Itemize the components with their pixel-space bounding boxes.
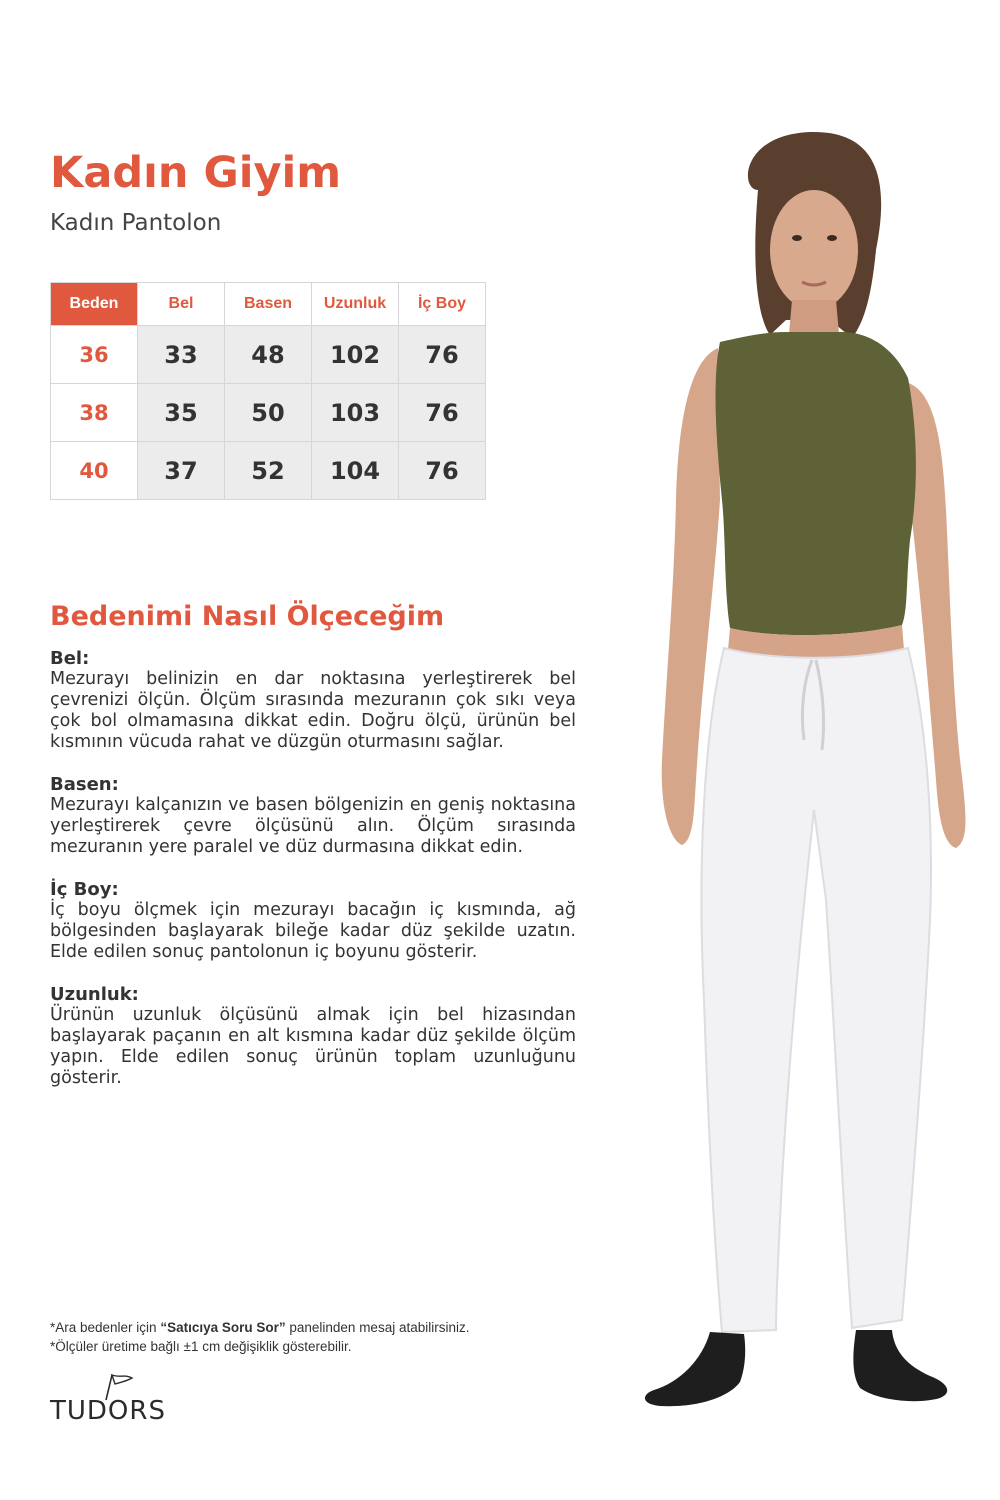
table-row <box>51 384 486 442</box>
table-row <box>51 326 486 384</box>
guide-heading: İç Boy: <box>50 879 119 900</box>
footnote-tolerance: *Ölçüler üretime bağlı ±1 cm değişiklik gösterebilir. <box>50 1339 352 1354</box>
column-header-ic-boy: İç Boy <box>399 283 486 326</box>
basen-cell: 48 <box>225 326 312 384</box>
footnotes <box>50 1318 469 1356</box>
ic-boy-cell: 76 <box>399 442 486 500</box>
ic-boy-cell: 76 <box>399 326 486 384</box>
basen-cell: 52 <box>225 442 312 500</box>
guide-text: Mezurayı kalçanızın ve basen bölgenizin en geniş noktasına yerleştirerek çevre ölçüsünü alın. Ölçüm sırasında mezuranın yere paralel ve düz durmasına dikkat edin. <box>50 795 576 857</box>
footnote-bold-link-text: “Satıcıya Soru Sor” <box>160 1320 286 1335</box>
white-pants <box>701 648 931 1332</box>
footnote-text: *Ara bedenler için <box>50 1320 161 1335</box>
footnote-ara-beden <box>50 1318 469 1337</box>
bel-cell: 37 <box>138 442 225 500</box>
olive-top <box>716 332 916 635</box>
column-header-bel: Bel <box>138 283 225 326</box>
uzunluk-cell: 103 <box>312 384 399 442</box>
guide-section-bel <box>50 648 576 753</box>
guide-section-basen <box>50 774 576 858</box>
uzunluk-cell: 104 <box>312 442 399 500</box>
column-header-basen: Basen <box>225 283 312 326</box>
brand-logo <box>50 1372 200 1432</box>
measure-guide <box>50 648 576 1110</box>
footnote-text: panelinden mesaj atabilirsiniz. <box>285 1320 470 1335</box>
guide-heading: Uzunluk: <box>50 984 139 1005</box>
size-cell: 40 <box>51 442 138 500</box>
column-header-uzunluk: Uzunluk <box>312 283 399 326</box>
guide-text: İç boyu ölçmek için mezurayı bacağın iç kısmında, ağ bölgesinden başlayarak bileğe kadar düz şekilde uzatın. Elde edilen sonuç pantolonun iç boyunu gösterir. <box>50 900 576 962</box>
face <box>770 190 858 310</box>
guide-heading: Bel: <box>50 648 90 669</box>
guide-text: Mezurayı belinizin en dar noktasına yerleştirerek bel çevrenizi ölçün. Ölçüm sırasında mezuranın çok sıkı veya çok bol olmamasına dikkat edin. Doğru ölçü, ürünün bel kısmının vücuda rahat ve düzgün oturmasını sağlar. <box>50 669 576 752</box>
size-table-header-row <box>51 283 486 326</box>
guide-section-ic-boy <box>50 879 576 963</box>
uzunluk-cell: 102 <box>312 326 399 384</box>
page-subtitle: Kadın Pantolon <box>50 210 222 236</box>
ic-boy-cell: 76 <box>399 384 486 442</box>
model-photo <box>590 120 990 1410</box>
bel-cell: 33 <box>138 326 225 384</box>
column-header-beden: Beden <box>51 283 138 326</box>
guide-section-uzunluk <box>50 984 576 1089</box>
size-table <box>50 282 486 500</box>
size-cell: 38 <box>51 384 138 442</box>
right-sandal <box>853 1330 947 1401</box>
basen-cell: 50 <box>225 384 312 442</box>
guide-text: Ürünün uzunluk ölçüsünü almak için bel hizasından başlayarak paçanın en alt kısmına kadar düz şekilde ölçüm yapın. Elde edilen sonuç ürünün toplam uzunluğunu gösterir. <box>50 1005 576 1088</box>
size-cell: 36 <box>51 326 138 384</box>
table-row <box>51 442 486 500</box>
guide-heading: Basen: <box>50 774 119 795</box>
left-sandal <box>645 1332 745 1406</box>
page-title: Kadın Giyim <box>50 148 342 198</box>
brand-name: TUDORS <box>50 1396 166 1426</box>
measure-guide-title: Bedenimi Nasıl Ölçeceğim <box>50 601 445 632</box>
bel-cell: 35 <box>138 384 225 442</box>
